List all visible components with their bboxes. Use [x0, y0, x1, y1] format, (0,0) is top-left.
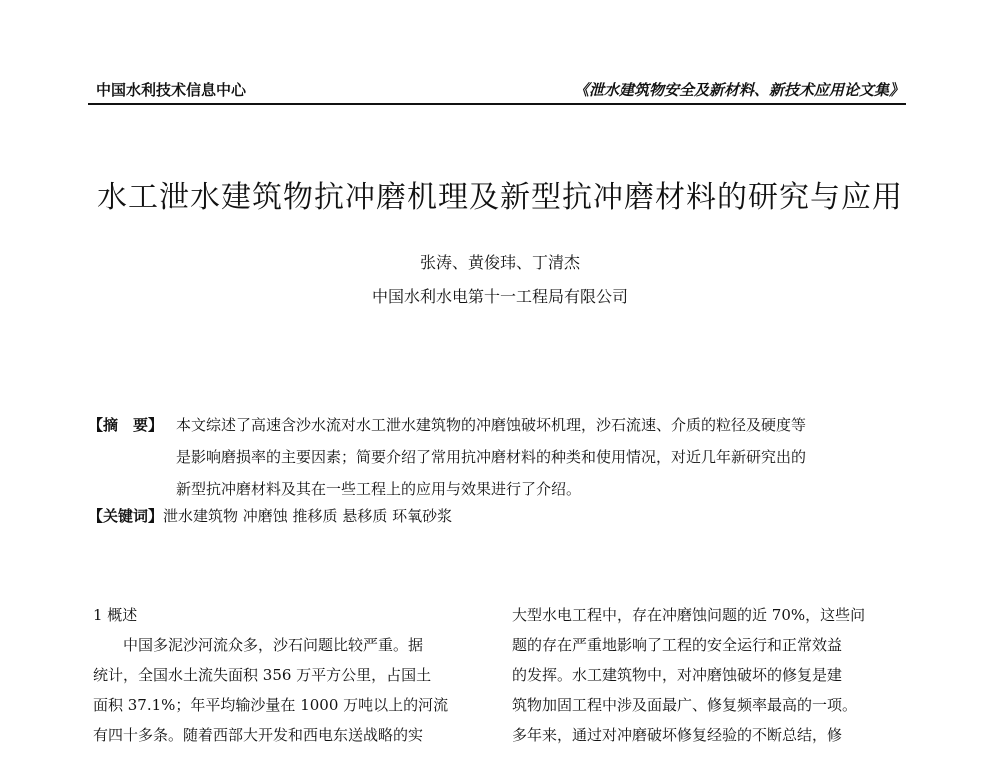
- keywords-label: 【关键词】: [88, 507, 164, 525]
- paper-title: 水工泄水建筑物抗冲磨机理及新型抗冲磨材料的研究与应用: [97, 180, 903, 215]
- keywords: [88, 505, 452, 526]
- body-line: 题的存在严重地影响了工程的安全运行和正常效益: [512, 636, 843, 654]
- running-header-right: 《泄水建筑物安全及新材料、新技术应用论文集》: [573, 81, 904, 99]
- keywords-text: 泄水建筑物 冲磨蚀 推移质 悬移质 环氧砂浆: [163, 507, 453, 525]
- header-rule: [88, 103, 906, 105]
- body-line: 多年来，通过对冲磨破坏修复经验的不断总结，修: [512, 726, 843, 744]
- body-line: 有四十多条。随着西部大开发和西电东送战略的实: [93, 726, 424, 744]
- body-line: 中国多泥沙河流众多，沙石问题比较严重。据: [93, 636, 424, 654]
- body-column-left: [93, 600, 488, 750]
- affiliation: 中国水利水电第十一工程局有限公司: [371, 287, 628, 306]
- abstract-line: 本文综述了高速含沙水流对水工泄水建筑物的冲磨蚀破坏机理，沙石流速、介质的粒径及硬度等: [176, 416, 807, 434]
- body-line: 的发挥。水工建筑物中，对冲磨蚀破坏的修复是建: [512, 666, 843, 684]
- running-header-left: 中国水利技术信息中心: [96, 81, 247, 99]
- body-line: 面积 37.1%；年平均输沙量在 1000 万吨以上的河流: [93, 696, 449, 714]
- abstract-line: 新型抗冲磨材料及其在一些工程上的应用与效果进行了介绍。: [176, 480, 582, 498]
- abstract-line: 是影响磨损率的主要因素；简要介绍了常用抗冲磨材料的种类和使用情况，对近几年新研究出的: [176, 448, 807, 466]
- body-line: 统计，全国水土流失面积 356 万平方公里，占国土: [93, 666, 432, 684]
- section-heading: 1 概述: [93, 606, 138, 624]
- body-line: 筑物加固工程中涉及面最广、修复频率最高的一项。: [512, 696, 858, 714]
- authors: 张涛、黄俊玮、丁清杰: [419, 253, 580, 272]
- body-column-right: [512, 600, 907, 750]
- body-line: 大型水电工程中，存在冲磨蚀问题的近 70%，这些问: [512, 606, 866, 624]
- abstract-label: 【摘 要】: [88, 416, 164, 434]
